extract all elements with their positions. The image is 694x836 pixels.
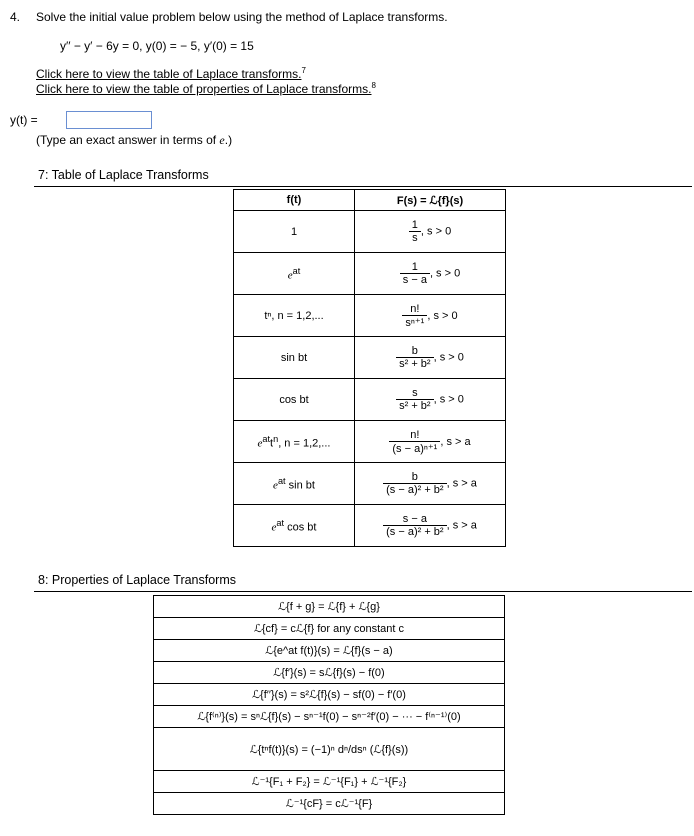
ft-cell: sin bt	[234, 337, 355, 379]
ft-cell: $e^{at}$ cos bt	[234, 505, 355, 547]
Fs-cell: $\frac{b}{\text{(s − a)² + b²}}$ , s > a	[355, 463, 506, 505]
table-row	[154, 706, 505, 728]
Fs-cell: $\frac{s}{\text{s² + b²}}$ , s > 0	[355, 379, 506, 421]
laplace-table-title: 7: Table of Laplace Transforms	[38, 168, 209, 182]
table-row	[234, 253, 506, 295]
problem-prompt: Solve the initial value problem below using the method of Laplace transforms.	[36, 10, 448, 24]
laplace-table-link[interactable]	[36, 66, 306, 81]
properties-table-divider	[34, 591, 692, 592]
table-row	[154, 596, 505, 618]
answer-label: y(t) =	[10, 113, 38, 127]
Fs-cell: $\frac{s - a}{\text{(s − a)² + b²}}$ , s > a	[355, 505, 506, 547]
property-inverse-linearity: ℒ⁻¹{F₁ + F₂} = ℒ⁻¹{F₁} + ℒ⁻¹{F₂}	[154, 771, 505, 793]
property-shift: ℒ{e^at f(t)}(s) = ℒ{f}(s − a)	[154, 640, 505, 662]
table-row	[234, 421, 506, 463]
table-row	[154, 662, 505, 684]
table-row	[154, 618, 505, 640]
problem-number: 4.	[10, 10, 21, 24]
property-t-power: ℒ{tⁿf(t)}(s) = (−1)ⁿ dⁿ/dsⁿ (ℒ{f}(s))	[154, 728, 505, 771]
ft-cell: cos bt	[234, 379, 355, 421]
property-linearity: ℒ{f + g} = ℒ{f} + ℒ{g}	[154, 596, 505, 618]
ft-cell: $e^{at}$ sin bt	[234, 463, 355, 505]
property-scalar: ℒ{cf} = cℒ{f} for any constant c	[154, 618, 505, 640]
answer-hint	[36, 133, 232, 148]
ivp-equation: y′′ − y′ − 6y = 0, y(0) = − 5, y′(0) = 15	[60, 39, 254, 53]
link1-footnote: 7	[301, 66, 306, 75]
table-row	[234, 337, 506, 379]
answer-hint-e: e	[219, 133, 225, 147]
ft-cell: 1	[234, 211, 355, 253]
property-nth-derivative: ℒ{f⁽ⁿ⁾}(s) = sⁿℒ{f}(s) − sⁿ⁻¹f(0) − sⁿ⁻²f′(0) − ··· − f⁽ⁿ⁻¹⁾(0)	[154, 706, 505, 728]
table-row	[234, 211, 506, 253]
laplace-properties-table	[153, 595, 505, 815]
answer-input[interactable]	[66, 111, 152, 129]
Fs-cell: $\frac{n!}{\text{(s − a)ⁿ⁺¹}}$ , s > a	[355, 421, 506, 463]
ft-cell: tⁿ, n = 1,2,...	[234, 295, 355, 337]
table-row	[154, 771, 505, 793]
properties-table-link[interactable]	[36, 81, 376, 96]
properties-table-link-text[interactable]: Click here to view the table of properties of Laplace transforms.	[36, 82, 372, 96]
property-inverse-scalar: ℒ⁻¹{cF} = cℒ⁻¹{F}	[154, 793, 505, 815]
table-row	[154, 793, 505, 815]
ft-cell: $e^{at}t^n$, n = 1,2,...	[234, 421, 355, 463]
ft-cell: $e^{at}$	[234, 253, 355, 295]
Fs-cell: $\frac{1}{s}$ , s > 0	[355, 211, 506, 253]
table-row	[234, 463, 506, 505]
table-row	[234, 295, 506, 337]
col-header-Fs: F(s) = ℒ{f}(s)	[355, 190, 506, 211]
table-row	[154, 684, 505, 706]
properties-table-title: 8: Properties of Laplace Transforms	[38, 573, 237, 587]
table-row	[154, 640, 505, 662]
property-first-derivative: ℒ{f′}(s) = sℒ{f}(s) − f(0)	[154, 662, 505, 684]
laplace-transform-table	[233, 189, 506, 547]
Fs-cell: $\frac{n!}{\text{sⁿ⁺¹}}$ , s > 0	[355, 295, 506, 337]
table-row	[234, 379, 506, 421]
answer-hint-prefix: (Type an exact answer in terms of	[36, 133, 217, 147]
laplace-table-divider	[34, 186, 692, 187]
col-header-ft: f(t)	[234, 190, 355, 211]
table-row	[234, 505, 506, 547]
property-second-derivative: ℒ{f′′}(s) = s²ℒ{f}(s) − sf(0) − f′(0)	[154, 684, 505, 706]
table-row	[154, 728, 505, 771]
link2-footnote: 8	[371, 81, 376, 90]
Fs-cell: $\frac{b}{\text{s² + b²}}$ , s > 0	[355, 337, 506, 379]
laplace-table-link-text[interactable]: Click here to view the table of Laplace transforms.	[36, 67, 302, 81]
answer-hint-suffix: .)	[224, 133, 233, 147]
Fs-cell: $\frac{1}{s - a}$ , s > 0	[355, 253, 506, 295]
